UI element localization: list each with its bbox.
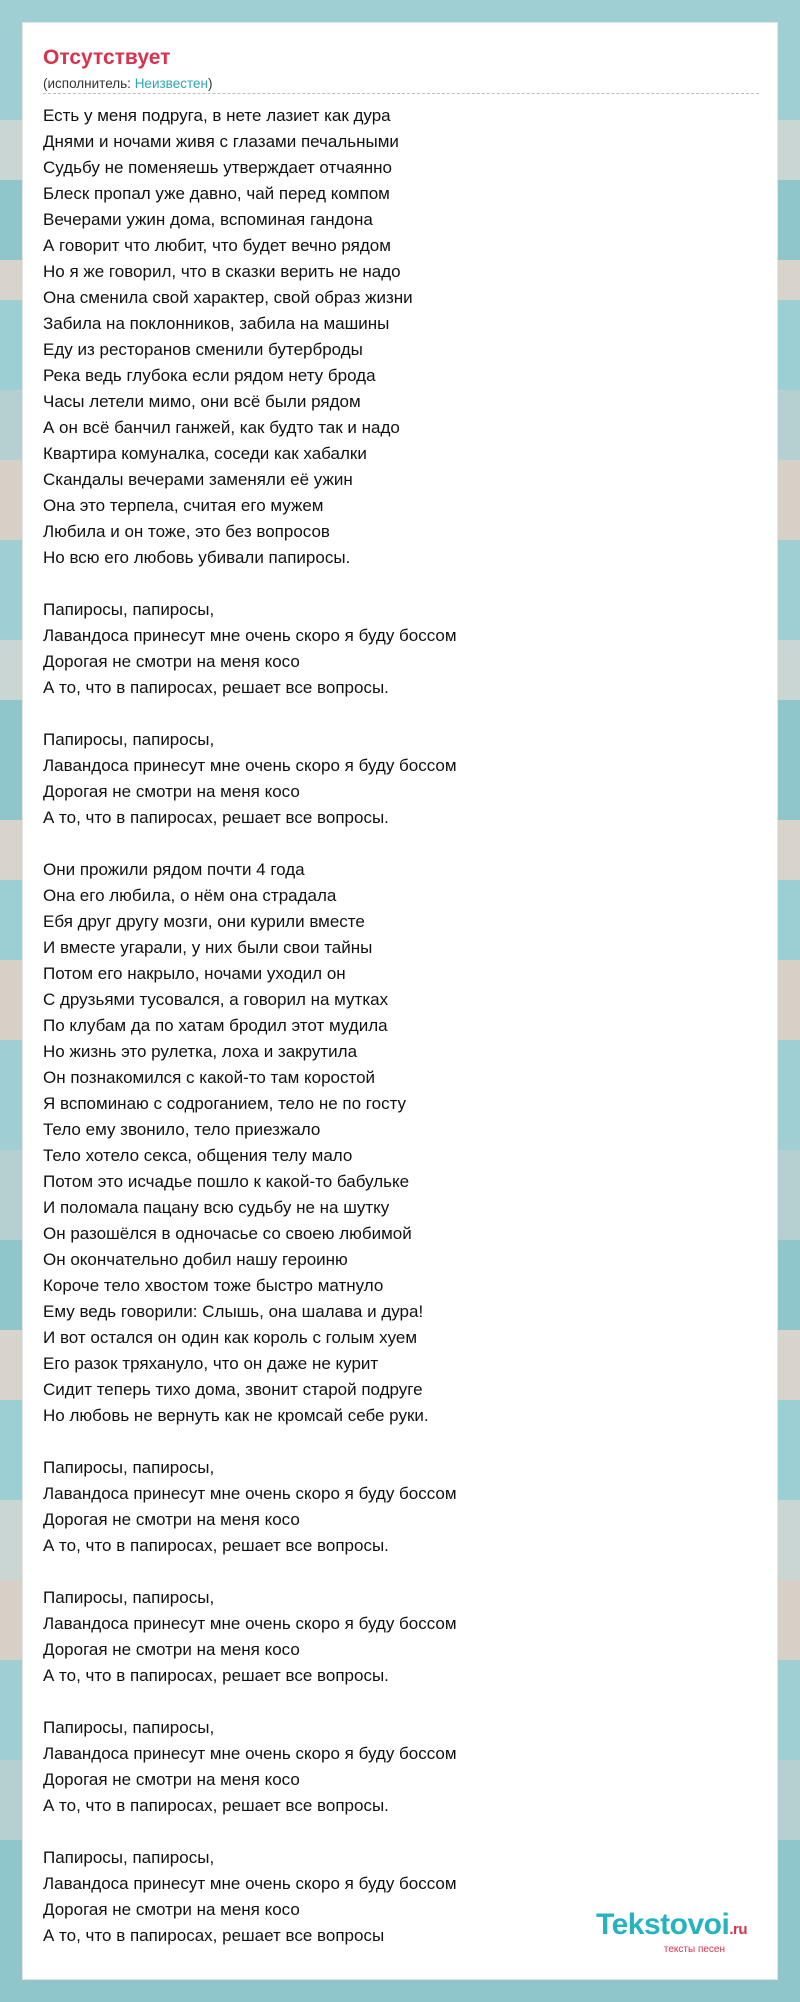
lyrics-stanza: [43, 103, 759, 571]
lyric-line: Квартира комуналка, соседи как хабалки: [43, 444, 367, 463]
lyric-line: Река ведь глубока если рядом нету брода: [43, 366, 376, 385]
lyric-line: Но всю его любовь убивали папиросы.: [43, 548, 351, 567]
lyric-line: Дорогая не смотри на меня косо: [43, 782, 300, 801]
logo-wordmark: [596, 1909, 747, 1946]
lyric-line: А то, что в папиросах, решает все вопросы.: [43, 1796, 389, 1815]
lyric-line: Днями и ночами живя с глазами печальными: [43, 132, 399, 151]
logo-tld: .ru: [729, 1921, 747, 1938]
lyric-line: Потом его накрыло, ночами уходил он: [43, 964, 346, 983]
lyric-line: И поломала пацану всю судьбу не на шутку: [43, 1198, 390, 1217]
lyrics-stanza: [43, 1715, 759, 1819]
header-divider: [43, 93, 759, 94]
lyric-line: Папиросы, папиросы,: [43, 1588, 215, 1607]
site-logo[interactable]: [596, 1909, 747, 1955]
lyric-line: Дорогая не смотри на меня косо: [43, 1510, 300, 1529]
artist-line: [43, 75, 759, 93]
lyric-line: И вместе угарали, у них были свои тайны: [43, 938, 373, 957]
lyrics-card: [22, 22, 778, 1980]
lyrics-stanza: [43, 1455, 759, 1559]
lyric-line: А то, что в папиросах, решает все вопросы.: [43, 808, 389, 827]
lyric-line: А то, что в папиросах, решает все вопросы.: [43, 1536, 389, 1555]
song-header: [43, 45, 759, 93]
lyrics-stanza: [43, 597, 759, 701]
lyric-line: Ебя друг другу мозги, они курили вместе: [43, 912, 365, 931]
artist-prefix: (исполнитель:: [43, 76, 135, 91]
lyric-line: А он всё банчил ганжей, как будто так и надо: [43, 418, 400, 437]
logo-tagline: тексты песен: [663, 1944, 725, 1955]
lyric-line: Но я же говорил, что в сказки верить не надо: [43, 262, 401, 281]
song-title: Отсутствует: [43, 46, 171, 69]
lyric-line: Она сменила свой характер, свой образ жизни: [43, 288, 413, 307]
lyric-line: Он разошёлся в одночасье со своею любимой: [43, 1224, 412, 1243]
lyric-line: С друзьями тусовался, а говорил на мутках: [43, 990, 389, 1009]
lyrics-stanza: [43, 1585, 759, 1689]
lyric-line: Любила и он тоже, это без вопросов: [43, 522, 330, 541]
lyric-line: Я вспоминаю с содроганием, тело не по госту: [43, 1094, 407, 1113]
lyric-line: Дорогая не смотри на меня косо: [43, 1900, 300, 1919]
lyrics-stanza: [43, 727, 759, 831]
lyric-line: Сидит теперь тихо дома, звонит старой подруге: [43, 1380, 423, 1399]
lyric-line: Папиросы, папиросы,: [43, 1458, 215, 1477]
lyric-line: Папиросы, папиросы,: [43, 600, 215, 619]
lyric-line: Скандалы вечерами заменяли её ужин: [43, 470, 353, 489]
lyric-line: Дорогая не смотри на меня косо: [43, 1770, 300, 1789]
lyric-line: Еду из ресторанов сменили бутерброды: [43, 340, 363, 359]
lyric-line: А то, что в папиросах, решает все вопросы: [43, 1926, 385, 1945]
lyric-line: Но жизнь это рулетка, лоха и закрутила: [43, 1042, 358, 1061]
lyric-line: Потом это исчадье пошло к какой-то бабульке: [43, 1172, 410, 1191]
lyric-line: Папиросы, папиросы,: [43, 1718, 215, 1737]
lyric-line: Дорогая не смотри на меня косо: [43, 652, 300, 671]
lyric-line: По клубам да по хатам бродил этот мудила: [43, 1016, 388, 1035]
lyric-line: Лавандоса принесут мне очень скоро я буду боссом: [43, 626, 457, 645]
lyric-line: А то, что в папиросах, решает все вопросы.: [43, 1666, 389, 1685]
lyric-line: Забила на поклонников, забила на машины: [43, 314, 390, 333]
lyric-line: Ему ведь говорили: Слышь, она шалава и дура!: [43, 1302, 424, 1321]
lyric-line: Лавандоса принесут мне очень скоро я буду боссом: [43, 1614, 457, 1633]
artist-link[interactable]: Неизвестен: [134, 76, 208, 91]
lyric-line: А то, что в папиросах, решает все вопросы.: [43, 678, 389, 697]
lyric-line: Папиросы, папиросы,: [43, 730, 215, 749]
lyric-line: Он познакомился с какой-то там коростой: [43, 1068, 376, 1087]
lyric-line: Они прожили рядом почти 4 года: [43, 860, 305, 879]
lyric-line: Короче тело хвостом тоже быстро матнуло: [43, 1276, 384, 1295]
lyric-line: Его разок тряхануло, что он даже не курит: [43, 1354, 379, 1373]
lyric-line: Есть у меня подруга, в нете лазиет как дура: [43, 106, 391, 125]
lyric-line: Она его любила, о нём она страдала: [43, 886, 337, 905]
lyric-line: Тело ему звонило, тело приезжало: [43, 1120, 321, 1139]
lyric-line: Папиросы, папиросы,: [43, 1848, 215, 1867]
lyric-line: Лавандоса принесут мне очень скоро я буду боссом: [43, 1484, 457, 1503]
lyric-line: Тело хотело секса, общения телу мало: [43, 1146, 353, 1165]
lyrics-text: [43, 103, 759, 1949]
lyrics-stanza: [43, 857, 759, 1429]
lyric-line: Судьбу не поменяешь утверждает отчаянно: [43, 158, 393, 177]
lyric-line: Часы летели мимо, они всё были рядом: [43, 392, 361, 411]
lyric-line: Блеск пропал уже давно, чай перед компом: [43, 184, 390, 203]
logo-name: Tekstovoi: [596, 1908, 730, 1941]
lyric-line: Он окончательно добил нашу героиню: [43, 1250, 348, 1269]
lyric-line: И вот остался он один как король с голым хуем: [43, 1328, 418, 1347]
artist-suffix: ): [207, 76, 213, 91]
lyric-line: Лавандоса принесут мне очень скоро я буду боссом: [43, 1874, 457, 1893]
lyric-line: Вечерами ужин дома, вспоминая гандона: [43, 210, 373, 229]
lyric-line: Лавандоса принесут мне очень скоро я буду боссом: [43, 756, 457, 775]
lyric-line: Но любовь не вернуть как не кромсай себе руки.: [43, 1406, 429, 1425]
lyric-line: Дорогая не смотри на меня косо: [43, 1640, 300, 1659]
lyric-line: Она это терпела, считая его мужем: [43, 496, 324, 515]
lyric-line: Лавандоса принесут мне очень скоро я буду боссом: [43, 1744, 457, 1763]
lyric-line: А говорит что любит, что будет вечно рядом: [43, 236, 391, 255]
